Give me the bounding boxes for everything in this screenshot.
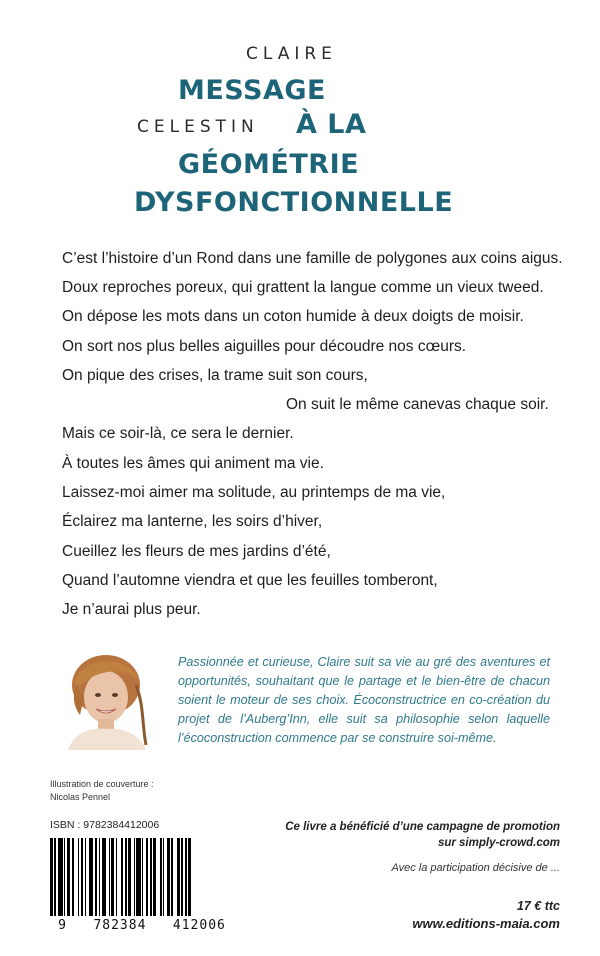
author-last-name: CELESTIN: [137, 117, 259, 137]
poem-line: On sort nos plus belles aiguilles pour découdre nos cœurs.: [62, 338, 467, 355]
illustration-credit-label: Illustration de couverture :: [50, 779, 154, 789]
poem-line: On pique des crises, la trame suit son cours,: [62, 367, 368, 384]
price: 17 € ttc: [516, 899, 560, 913]
poem-line: On suit le même canevas chaque soir.: [286, 396, 549, 413]
poem-line: Mais ce soir-là, ce sera le dernier.: [62, 425, 294, 442]
barcode: [50, 838, 237, 916]
isbn-text: ISBN : 9782384412006: [50, 819, 160, 831]
title-line-2: À LA: [296, 109, 367, 140]
author-portrait: [58, 645, 168, 750]
poem-line: C’est l’histoire d’un Rond dans une famille de polygones aux coins aigus.: [62, 250, 563, 267]
poem-line: Éclairez ma lanterne, les soirs d’hiver,: [62, 513, 323, 530]
promo-line-2: sur simply-crowd.com: [437, 837, 560, 849]
poem-line: Je n’aurai plus peur.: [62, 601, 201, 618]
poem-line: Quand l’automne viendra et que les feuilles tomberont,: [62, 572, 438, 589]
poem-line: Doux reproches poreux, qui grattent la langue comme un vieux tweed.: [62, 279, 544, 296]
author-first-name: CLAIRE: [246, 44, 337, 64]
illustration-credit-name: Nicolas Pennel: [50, 792, 111, 802]
promo-line-1: Ce livre a bénéficié d’une campagne de promotion: [285, 821, 560, 833]
poem-line: Laissez-moi aimer ma solitude, au printemps de ma vie,: [62, 484, 446, 501]
poem-line: À toutes les âmes qui animent ma vie.: [62, 455, 324, 472]
participation-text: Avec la participation décisive de ...: [391, 862, 560, 874]
barcode-bar: [191, 838, 192, 916]
poem-line: Cueillez les fleurs de mes jardins d’été,: [62, 543, 331, 560]
publisher-website[interactable]: www.editions-maia.com: [412, 916, 560, 931]
barcode-digits: 9 782384 412006: [58, 918, 226, 933]
title-line-3: GÉOMÉTRIE: [178, 149, 360, 180]
title-line-1: MESSAGE: [178, 75, 326, 106]
poem-line: On dépose les mots dans un coton humide à deux doigts de moisir.: [62, 308, 524, 325]
title-line-4: DYSFONCTIONNELLE: [134, 187, 454, 218]
author-bio: Passionnée et curieuse, Claire suit sa vie au gré des aventures et opportunités, souhaitant que le partage et le bien-être de chacun soient le moteur de ses choix. Écoconstructrice en co-création du projet de l’Auberg’Inn, elle suit sa philosophie selon laquelle l’écoconstruction commence par se construire soi-même.: [178, 655, 550, 745]
